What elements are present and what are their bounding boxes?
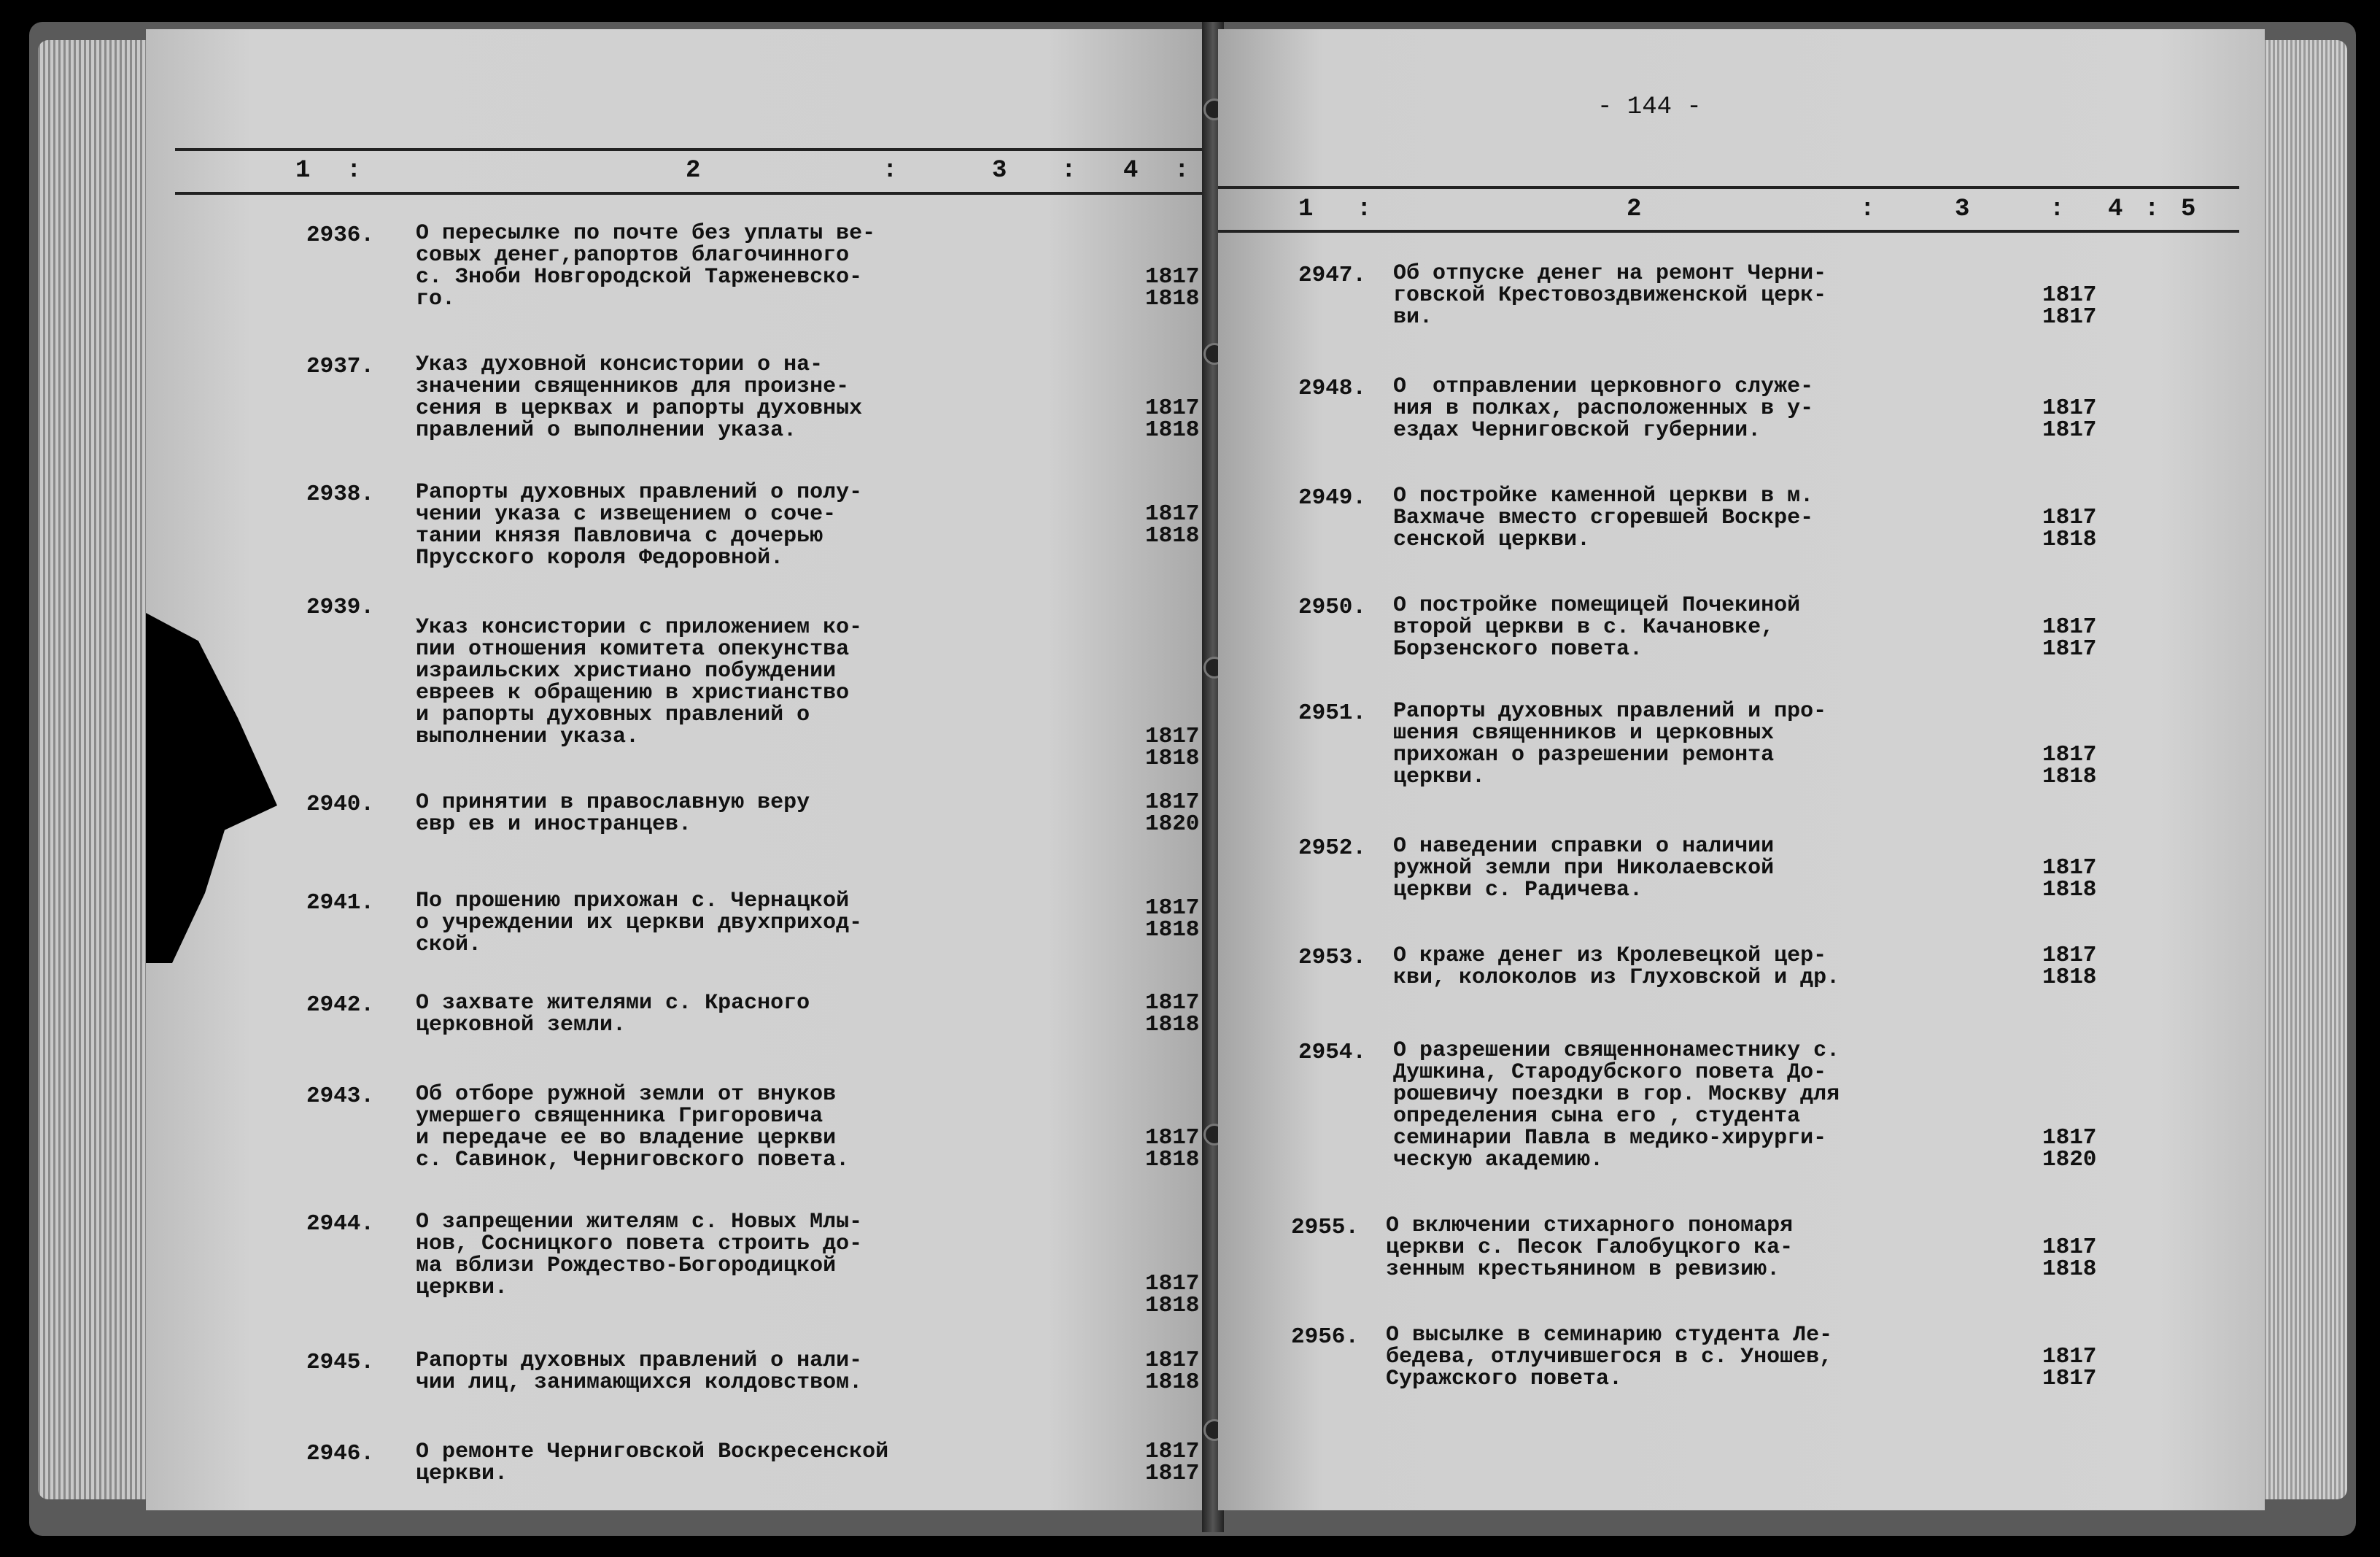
header-rule-top [1218,186,2239,189]
entry-number: 2936. [306,223,375,248]
year-start: 1817 [1145,789,1200,815]
col-4: 4 [1123,157,1139,185]
entry-years [2042,282,2097,330]
year-start: 1817 [2042,614,2097,640]
year-end: 1818 [2042,965,2097,990]
year-end: 1817 [2042,417,2097,443]
entry-years [2042,945,2096,989]
entry-text: О высылке в семинарию студента Ле- бедева, отлучившегося в с. Уношев, Суражского повета. [1386,1323,1833,1391]
year-start: 1817 [1145,1348,1200,1373]
header-rule-bottom [175,192,1207,195]
year-start: 1817 [2042,1235,2097,1260]
entry-years [2042,744,2096,788]
entry-years [1145,266,1199,310]
year-end: 1818 [1145,1147,1200,1172]
entry-text: О запрещении жителям с. Новых Млы- нов, Сосницкого повета строить до- ма вблизи Рождество-Богородицкой церкви. [416,1210,863,1300]
col-sep: : [883,157,898,185]
right-page [1218,29,2265,1510]
entry-number: 2945. [306,1350,375,1375]
year-start: 1817 [2042,1125,2097,1151]
entry-number: 2952. [1298,835,1367,861]
entry-text: Указ духовной консистории о на- значении священников для произне- сения в церквах и рапорты духовных правлений о выполнении указа. [416,352,863,443]
entry-text: О включении стихарного пономаря церкви с. Песок Галобуцкого ка- зенным крестьянином в ревизию. [1386,1213,1794,1282]
entry-number: 2950. [1298,595,1367,620]
year-end: 1818 [1145,286,1200,312]
year-start: 1817 [1145,895,1200,921]
year-end: 1818 [1145,1369,1200,1395]
col-4: 4 [2108,196,2123,223]
year-end: 1818 [2042,877,2097,903]
entry-number: 2941. [306,890,375,916]
entry-number: 2954. [1298,1040,1367,1065]
year-end: 1818 [2042,527,2097,552]
year-start: 1817 [2042,505,2097,530]
entry-years [2042,1237,2096,1280]
entry-text: О принятии в православную веру евр ев и иностранцев. [416,790,810,837]
entry-number: 2943. [306,1083,375,1109]
year-end: 1818 [1145,523,1200,549]
entry-years [1145,789,1200,837]
year-end: 1820 [1145,811,1200,837]
entry-text: О ремонте Черниговской Воскресенской церкви. [416,1440,889,1486]
entry-number: 2956. [1291,1324,1360,1350]
entry-text: Об отпуске денег на ремонт Черни- говской Крестовоздвиженской церк- ви. [1393,261,1827,330]
entry-years [2042,614,2097,662]
col-sep: : [1174,157,1190,185]
col-sep: : [2144,196,2160,223]
col-3: 3 [992,157,1007,185]
page-number: - 144 - [1597,93,1702,121]
entry-number: 2937. [306,354,375,379]
entry-text: О разрешении священнонаместнику с. Душкина, Стародубского повета До- рошевичу поездки в гор. Москву для определения сына его , студента семинарии Павла в медико-хирурги- ческую академию. [1393,1038,1840,1172]
col-sep: : [1860,196,1875,223]
entry-years [1145,992,1199,1036]
col-sep: : [346,157,362,185]
year-end: 1818 [1145,917,1200,943]
header-rule-top [175,148,1207,151]
year-start: 1817 [1145,501,1200,527]
entry-number: 2951. [1298,700,1367,726]
entry-text: О постройке каменной церкви в м. Вахмаче вместо сгоревшей Воскре- сенской церкви. [1393,484,1814,552]
entry-text: Рапорты духовных правлений о полу- чении указа с извещением о соче- тании князя Павловича с дочерью Прусского короля Федоровной. [416,480,863,571]
col-1: 1 [295,157,311,185]
entry-text: Рапорты духовных правлений о нали- чии лиц, занимающихся колдовством. [416,1348,863,1395]
entry-number: 2953. [1298,945,1367,970]
year-start: 1817 [2042,395,2097,421]
entry-number: 2938. [306,482,375,507]
year-end: 1820 [2042,1147,2097,1172]
col-3: 3 [1955,196,1970,223]
entry-text: О отправлении церковного служе- ния в полках, расположенных в у- ездах Черниговской губернии. [1393,374,1814,443]
entry-number: 2947. [1298,263,1367,288]
left-page-edges [38,40,147,1499]
entry-years [1145,1441,1199,1485]
col-2: 2 [1627,196,1642,223]
entry-number: 2946. [306,1441,375,1467]
entry-text: Указ консистории с приложением ко- пии отношения комитета опекунства израильских христиано побуждении евреев к обращению в христианство и рапорты духовных правлений о выполнении указа. [416,615,863,749]
entry-text: О краже денег из Кролевецкой цер- кви, колоколов из Глуховской и др. [1393,943,1840,990]
year-start: 1817 [2042,742,2097,768]
col-sep: : [1357,196,1372,223]
entry-number: 2944. [306,1211,375,1237]
year-start: 1817 [1145,264,1200,290]
year-end: 1818 [1145,1293,1200,1318]
entry-number: 2955. [1291,1215,1360,1240]
year-end: 1817 [2042,304,2097,330]
entry-years [1145,1350,1199,1394]
entry-years [1145,897,1199,941]
year-end: 1818 [1145,746,1200,771]
entry-text: Об отборе ружной земли от внуков умершего священника Григоровича и передаче ее во владение церкви с. Савинок, Черниговского повета. [416,1082,850,1172]
entry-number: 2940. [306,792,375,817]
entry-text: О постройке помещицей Почекиной второй церкви в с. Качановке, Борзенского повета. [1393,593,1801,662]
year-start: 1817 [1145,724,1200,749]
entry-years [1145,1127,1199,1171]
entry-text: О пересылке по почте без уплаты ве- совых денег,рапортов благочинного с. Зноби Новгородской Тарженевско- го. [416,221,876,312]
left-page [146,29,1207,1510]
entry-years [2042,1346,2096,1390]
right-page-edges [2260,40,2347,1499]
entry-text: О захвате жителями с. Красного церковной земли. [416,991,810,1038]
entry-years [1145,503,1199,547]
col-2: 2 [686,157,701,185]
col-5: 5 [2181,196,2196,223]
entry-years [1145,726,1199,770]
year-start: 1817 [2042,282,2097,308]
year-end: 1818 [2042,764,2097,789]
year-start: 1817 [1145,1439,1200,1464]
year-start: 1817 [2042,1344,2097,1369]
year-end: 1817 [2042,636,2097,662]
year-start: 1817 [2042,855,2097,881]
entry-text: Рапорты духовных правлений и про- шения священников и церковных прихожан о разрешении ремонта церкви. [1393,699,1827,789]
year-end: 1817 [2042,1366,2097,1391]
year-start: 1817 [1145,990,1200,1016]
col-sep: : [2050,196,2065,223]
header-rule-bottom [1218,230,2239,233]
year-end: 1818 [1145,1012,1200,1038]
entry-years [2042,1127,2096,1171]
entry-number: 2949. [1298,485,1367,511]
entry-text: О наведении справки о наличии ружной земли при Николаевской церкви с. Радичева. [1393,834,1775,903]
entry-text: По прошению прихожан с. Чернацкой о учреждении их церкви двухприход- ской. [416,889,863,957]
year-start: 1817 [1145,395,1200,421]
year-start: 1817 [1145,1125,1200,1151]
entry-number: 2948. [1298,376,1367,401]
entry-years [2042,857,2096,901]
year-start: 1817 [1145,1271,1200,1297]
entry-years [1145,1273,1199,1317]
year-end: 1818 [1145,417,1200,443]
entry-number: 2942. [306,992,375,1018]
entry-years [2042,395,2097,443]
col-1: 1 [1298,196,1314,223]
entry-years [1145,395,1200,443]
entry-years [2042,507,2096,551]
year-end: 1817 [1145,1461,1200,1486]
col-sep: : [1061,157,1077,185]
year-start: 1817 [2042,943,2097,968]
year-end: 1818 [2042,1256,2097,1282]
entry-number: 2939. [306,595,375,620]
